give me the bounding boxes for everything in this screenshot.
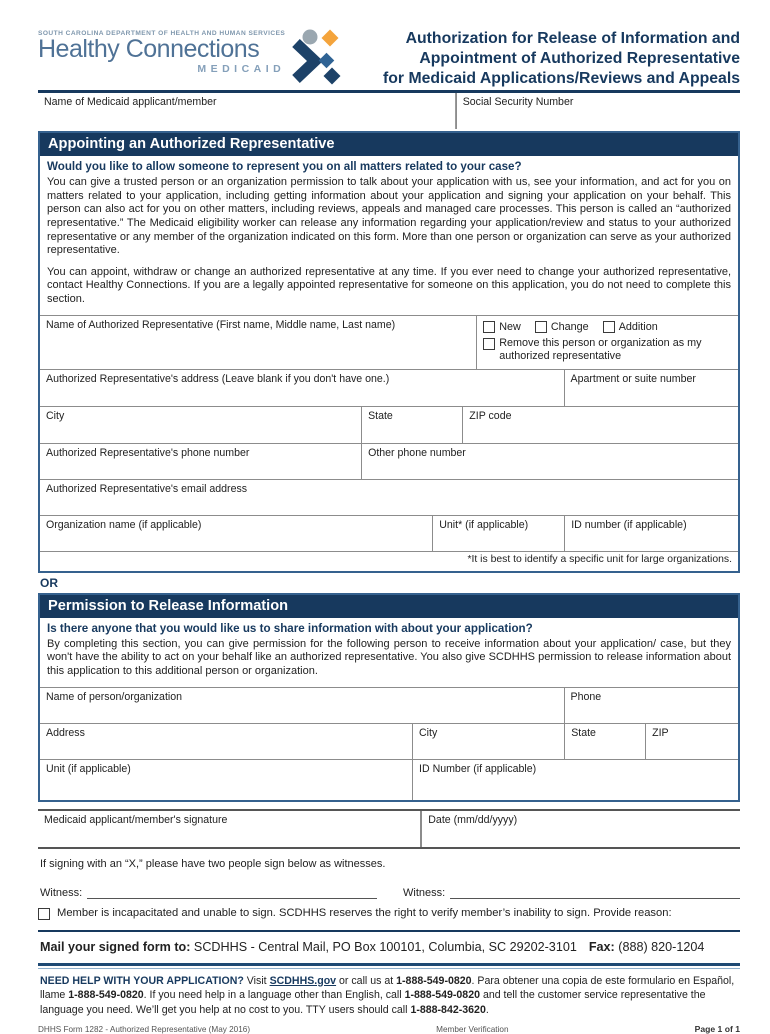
addition-option	[603, 321, 658, 333]
scdhhs-link[interactable]: SCDHHS.gov	[269, 974, 337, 987]
form-title-line1: Authorization for Release of Information and	[405, 30, 740, 47]
incapacitated-label: Member is incapacitated and unable to sign. SCDHHS reserves the right to verify member’s inability to sign. Provide reason:	[57, 906, 672, 919]
rep-address-label: Authorized Representative's address (Leave blank if you don't have one.)	[46, 372, 390, 385]
incapacitated-option	[38, 907, 740, 920]
release-zip-field[interactable]	[645, 724, 738, 759]
signature-date-field[interactable]	[421, 811, 740, 847]
org-id-label: ID number (if applicable)	[571, 518, 687, 531]
ssn-label: Social Security Number	[462, 96, 574, 108]
page-number: Page 1 of 1	[694, 1024, 740, 1034]
table-row	[40, 516, 738, 552]
section2-header: Permission to Release Information	[40, 595, 738, 618]
release-unit-label: Unit (if applicable)	[46, 762, 131, 775]
rep-state-label: State	[368, 409, 393, 422]
change-label: Change	[550, 320, 589, 333]
witness-2-signature-line[interactable]	[450, 886, 740, 899]
unit-footnote-text: *It is best to identify a specific unit for large organizations.	[467, 553, 732, 565]
phone-number: 1-888-549-0820	[68, 989, 144, 1002]
section2-question: Is there anyone that you would like us to share information with about your application?	[47, 621, 533, 635]
rep-apt-label: Apartment or suite number	[570, 372, 696, 385]
navy-diamond-icon	[324, 68, 341, 85]
healthy-connections-logo	[38, 24, 343, 86]
release-zip-label: ZIP	[652, 726, 669, 739]
witness-2-label: Witness:	[403, 886, 446, 899]
section1-paragraph1: You can give a trusted person or an organization permission to talk about your application with us, see your information, and act for you on matters related to your application, including getting information about your application and signing your application on your behalf. This person can also act for you on other matters, including reviews, appeals and managed care processes. This person is called an “authorized representative.” The Medicaid eligibility worker can release any information regarding your application/review and status to your authorized representative or any member of the organization indicated on this form. More than one person or organization can serve as your authorized representative.	[47, 176, 731, 257]
brand-subtitle: MEDICAID	[197, 63, 286, 75]
org-id-field[interactable]	[564, 516, 738, 551]
rep-city-label: City	[46, 409, 65, 422]
table-row	[40, 444, 738, 480]
unit-footnote	[40, 552, 738, 571]
form-title	[383, 24, 740, 90]
signature-date-label: Date (mm/dd/yyyy)	[428, 813, 518, 826]
form-title-line3: for Medicaid Applications/Reviews and Appeals	[383, 70, 740, 88]
tty-number: 1-888-842-3620	[410, 1003, 486, 1016]
rep-address-field[interactable]	[40, 370, 564, 406]
help-text: .	[485, 1003, 489, 1016]
signature-row	[38, 809, 740, 849]
orange-diamond-icon	[322, 30, 339, 47]
rep-other-phone-field[interactable]	[361, 444, 738, 479]
witness-row	[40, 886, 740, 899]
org-unit-field[interactable]	[432, 516, 564, 551]
footer-divider	[38, 963, 740, 969]
release-city-label: City	[419, 726, 438, 739]
rep-name-label: Name of Authorized Representative (First name, Middle name, Last name)	[46, 318, 396, 331]
section1-header: Appointing an Authorized Representative	[40, 133, 738, 156]
rep-phone-label: Authorized Representative's phone number	[46, 446, 250, 459]
mail-instructions	[38, 930, 740, 963]
phone-number: 1-888-549-0820	[404, 989, 480, 1002]
witness-2	[403, 886, 740, 899]
incapacitated-checkbox[interactable]	[38, 908, 50, 920]
change-checkbox[interactable]	[535, 321, 547, 333]
rep-status-checkboxes	[476, 316, 738, 369]
page-footer	[38, 1024, 740, 1034]
chevron-icon	[296, 43, 315, 79]
department-name: SOUTH CAROLINA DEPARTMENT OF HEALTH AND HUMAN SERVICES	[38, 30, 286, 37]
remove-checkbox[interactable]	[483, 338, 495, 350]
phone-number: 1-888-549-0820	[396, 974, 472, 987]
fax-number: (888) 820-1204	[614, 939, 705, 954]
release-name-label: Name of person/organization	[46, 690, 183, 703]
help-text: or call us at	[336, 974, 397, 987]
section2-paragraph: By completing this section, you can give permission for the following person to receive information about your application/ case, but they won't have the ability to act on your behalf like an authorized representative. You also give SCDHHS permission to release information about this application to this additional person or organization.	[47, 637, 731, 677]
release-address-label: Address	[46, 726, 85, 739]
fax-label: Fax:	[588, 939, 615, 954]
table-row	[40, 407, 738, 444]
member-signature-label: Medicaid applicant/member's signature	[44, 813, 228, 826]
table-row	[40, 552, 738, 571]
new-label: New	[499, 320, 521, 333]
release-id-label: ID Number (if applicable)	[419, 762, 537, 775]
mail-address: SCDHHS - Central Mail, PO Box 100101, Columbia, SC 29202-3101	[190, 939, 577, 954]
remove-label: Remove this person or organization as my authorized representative	[499, 336, 702, 362]
help-text: . If you need help in a language other than English, call	[143, 989, 405, 1002]
witness-1	[40, 886, 377, 899]
release-address-field[interactable]	[40, 724, 412, 759]
witness-1-label: Witness:	[40, 886, 83, 899]
remove-option	[483, 337, 734, 363]
org-name-field[interactable]	[40, 516, 432, 551]
witness-1-signature-line[interactable]	[87, 886, 377, 899]
help-text: . Para obtener una copia de este formulario en Español, llame	[40, 974, 735, 1002]
table-row	[40, 760, 738, 800]
help-paragraph	[38, 974, 740, 1018]
addition-label: Addition	[618, 320, 658, 333]
section-appointing-representative	[38, 131, 740, 573]
release-fields-table	[40, 687, 738, 800]
table-row	[40, 316, 738, 370]
rep-zip-label: ZIP code	[469, 409, 512, 422]
mail-label: Mail your signed form to:	[40, 939, 191, 954]
table-row	[40, 688, 738, 724]
release-name-field[interactable]	[40, 688, 564, 723]
release-city-field[interactable]	[412, 724, 564, 759]
new-checkbox[interactable]	[483, 321, 495, 333]
x-signing-note: If signing with an “X,” please have two people sign below as witnesses.	[40, 857, 386, 870]
addition-checkbox[interactable]	[603, 321, 615, 333]
brand-name: Healthy Connections	[38, 35, 260, 63]
ssn-field[interactable]	[456, 93, 740, 129]
rep-other-phone-label: Other phone number	[368, 446, 466, 459]
rep-state-field[interactable]	[361, 407, 462, 443]
form-title-line2: Appointment of Authorized Representative	[419, 50, 740, 68]
section1-paragraph2: You can appoint, withdraw or change an authorized representative at any time. If you ever need to change your authorized representative, contact Healthy Connections. If you are a legally appointed representative for someone on this application, you do not need to complete this section.	[47, 265, 731, 305]
representative-fields-table	[40, 315, 738, 571]
org-unit-label: Unit* (if applicable)	[439, 518, 529, 531]
logo-mark-icon	[291, 28, 343, 86]
release-phone-field[interactable]	[564, 688, 739, 723]
release-unit-field[interactable]	[40, 760, 412, 800]
blue-diamond-icon	[319, 53, 335, 69]
help-text: Visit	[246, 974, 270, 987]
table-row	[40, 480, 738, 516]
rep-phone-field[interactable]	[40, 444, 361, 479]
applicant-name-label: Name of Medicaid applicant/member	[44, 96, 217, 108]
page-header	[38, 24, 740, 90]
org-name-label: Organization name (if applicable)	[46, 518, 202, 531]
rep-name-field[interactable]	[40, 316, 476, 369]
member-signature-field[interactable]	[38, 811, 421, 847]
rep-email-label: Authorized Representative's email address	[46, 482, 248, 495]
rep-apt-field[interactable]	[564, 370, 739, 406]
help-lead: NEED HELP WITH YOUR APPLICATION?	[40, 974, 247, 987]
release-state-label: State	[571, 726, 596, 739]
rep-email-field[interactable]	[40, 480, 738, 515]
rep-city-field[interactable]	[40, 407, 361, 443]
dotted-circle-icon	[303, 30, 318, 45]
applicant-name-field[interactable]	[38, 93, 456, 129]
change-option	[535, 321, 589, 333]
new-option	[483, 321, 521, 333]
section1-question: Would you like to allow someone to represent you on all matters related to your case?	[47, 160, 522, 173]
release-state-field[interactable]	[564, 724, 645, 759]
or-label: OR	[40, 575, 58, 590]
applicant-info-row	[38, 93, 740, 129]
help-text: and tell the customer service representative the language you need. We’ll get you help at no cost to you. TTY users should call	[40, 989, 706, 1016]
release-phone-label: Phone	[570, 690, 602, 703]
rep-zip-field[interactable]	[462, 407, 738, 443]
section-permission-release	[38, 593, 740, 802]
table-row	[40, 724, 738, 760]
table-row	[40, 370, 738, 407]
footer-center: Member Verification	[436, 1025, 509, 1034]
release-id-field[interactable]	[412, 760, 738, 800]
form-number: DHHS Form 1282 - Authorized Representative (May 2016)	[38, 1025, 251, 1034]
